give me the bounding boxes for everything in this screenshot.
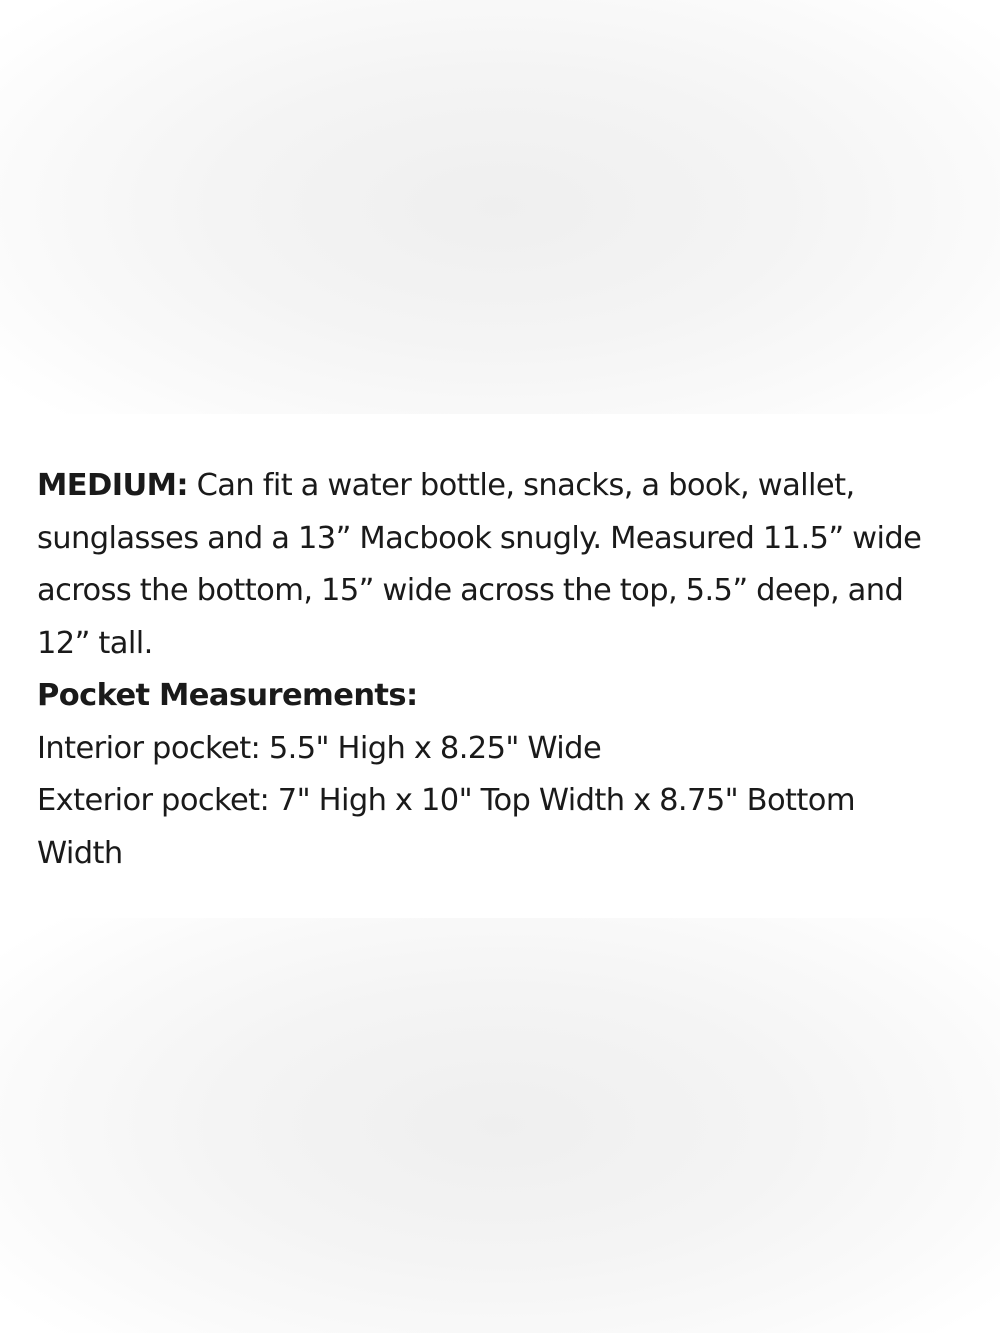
pocket-measurements-heading: Pocket Measurements:: [37, 678, 418, 713]
product-description-panel: [0, 414, 1000, 918]
medium-description-continued: across the bottom, 15” wide across the top, 5.5” deep, and: [37, 573, 904, 608]
blurred-background-bottom: [0, 918, 1000, 1333]
blurred-background-top: [0, 0, 1000, 414]
product-description-text: [37, 460, 957, 880]
interior-pocket-measurement: Interior pocket: 5.5" High x 8.25" Wide: [37, 730, 602, 766]
medium-description-continued: sunglasses and a 13” Macbook snugly. Measured 11.5” wide: [37, 520, 922, 556]
exterior-pocket-measurement-continued: Width: [37, 835, 123, 871]
exterior-pocket-measurement: Exterior pocket: 7" High x 10" Top Width x 8.75" Bottom: [37, 783, 855, 818]
medium-description: [37, 460, 957, 513]
medium-label: MEDIUM:: [37, 468, 188, 503]
medium-description-continued: 12” tall.: [37, 625, 153, 661]
medium-text: Can fit a water bottle, snacks, a book, wallet,: [196, 468, 855, 503]
